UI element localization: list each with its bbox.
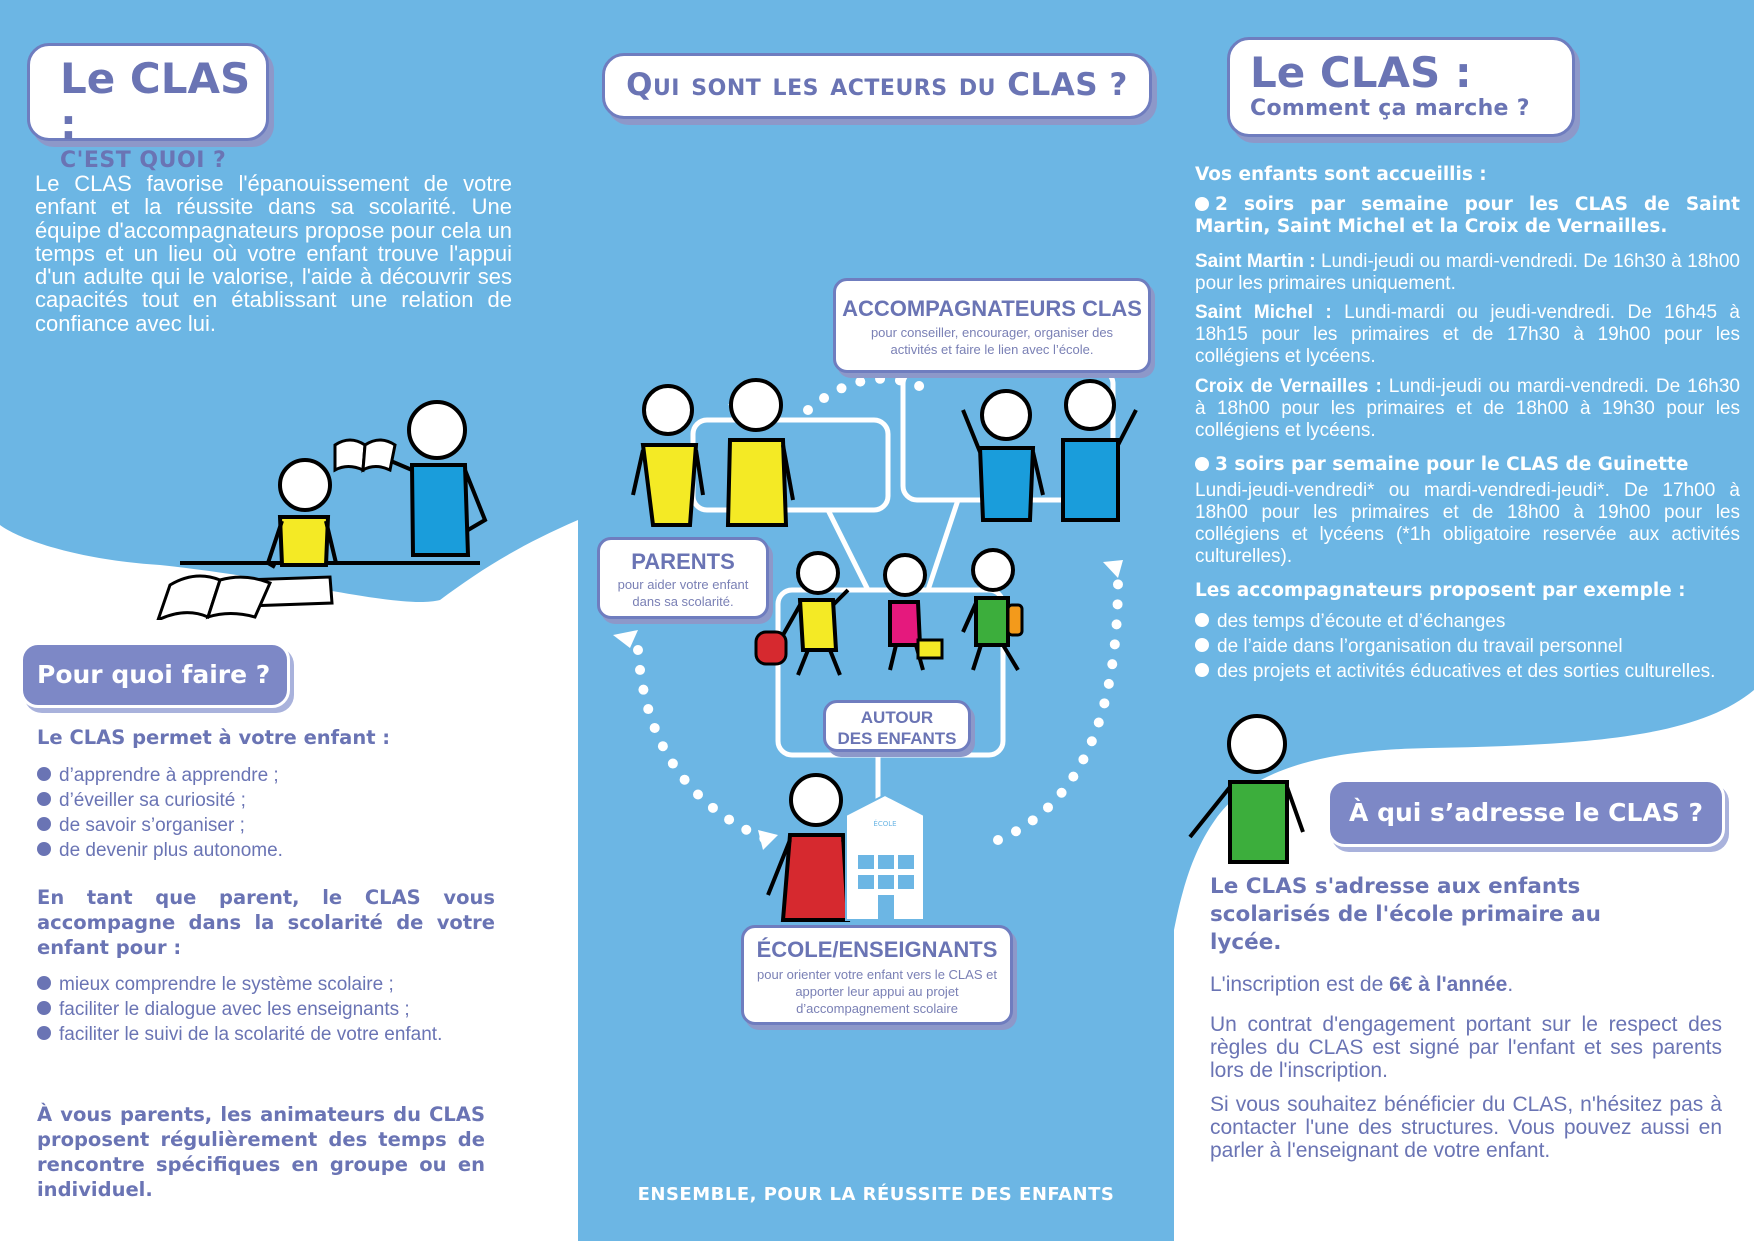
accomp-figure-2 bbox=[1063, 381, 1136, 520]
ecole-sub: pour orienter votre enfant vers le CLAS et apporter leur appui au projet d’accompagnement scolaire bbox=[757, 967, 997, 1016]
left-closing: À vous parents, les animateurs du CLAS proposent régulièrement des temps de rencontre spécifiques en groupe ou en individuel. bbox=[37, 1103, 485, 1201]
bullet-icon bbox=[37, 767, 51, 781]
child-figure-green bbox=[963, 550, 1022, 670]
accomp-sub: pour conseiller, encourager, organiser des activités et faire le lien avec l’école. bbox=[870, 325, 1114, 357]
bullet-icon bbox=[37, 976, 51, 990]
right-title-box bbox=[1227, 37, 1575, 137]
list-item bbox=[37, 972, 487, 997]
parent-list bbox=[37, 972, 487, 1047]
autour-line1: AUTOUR bbox=[860, 708, 934, 727]
st-martin-label: Saint Martin : bbox=[1195, 251, 1316, 272]
st-michel-text: Lundi-mardi ou jeudi-vendredi. De 16h45 à 18h15 pour les primaires et de 17h30 à 19h00 pour les collégiens et lycéens. bbox=[1195, 302, 1740, 367]
accomp-box bbox=[833, 278, 1151, 373]
list-item-text: faciliter le suivi de la scolarité de votre enfant. bbox=[59, 1024, 443, 1045]
parents-box bbox=[597, 537, 769, 619]
teacher-head bbox=[409, 402, 465, 458]
middle-title-box bbox=[602, 53, 1152, 119]
ecole-box bbox=[741, 925, 1013, 1025]
accueillis-heading: Vos enfants sont accueillis : bbox=[1195, 164, 1487, 185]
parent-heading: En tant que parent, le CLAS vous accompagne dans la scolarité de votre enfant pour : bbox=[37, 886, 495, 959]
right-title-sub: Comment ça marche ? bbox=[1250, 96, 1530, 121]
actors-diagram bbox=[578, 270, 1174, 970]
bullet-icon bbox=[37, 842, 51, 856]
accomp-title: ACCOMPAGNATEURS CLAS bbox=[842, 296, 1142, 321]
parents-title: PARENTS bbox=[631, 549, 735, 574]
list-item-text: d’apprendre à apprendre ; bbox=[59, 765, 279, 786]
bullet-icon bbox=[1195, 663, 1209, 677]
deux-soirs bbox=[1195, 194, 1740, 238]
autour-box bbox=[823, 700, 971, 752]
croix-text: Lundi-jeudi ou mardi-vendredi. De 16h30 à 18h00 pour les primaires et de 18h00 à 19h30 pour les collégiens et lycéens. bbox=[1195, 376, 1740, 441]
proposent-list bbox=[1195, 609, 1740, 684]
list-item bbox=[1195, 659, 1740, 684]
green-person-illustration bbox=[1185, 712, 1305, 892]
list-item bbox=[37, 1022, 487, 1047]
proposent-heading: Les accompagnateurs proposent par exemple : bbox=[1195, 580, 1686, 601]
aqui-title-box: À qui s’adresse le CLAS ? bbox=[1327, 779, 1725, 847]
list-item-text: des temps d’écoute et d’échanges bbox=[1217, 611, 1506, 632]
st-martin-text: Lundi-jeudi ou mardi-vendredi. De 16h30 à 18h00 pour les primaires uniquement. bbox=[1195, 251, 1740, 294]
list-item-text: d’éveiller sa curiosité ; bbox=[59, 790, 246, 811]
left-intro-text: Le CLAS favorise l'épanouissement de votre enfant et la réussite dans sa scolarité. Une équipe d'accompagnateurs propose pour cela un temps et un lieu où votre enfant trouve l'appui d'un adulte qui le valorise, l'aide à découvrir ses capacités tout en établissant une relation de confiance avec lui. bbox=[35, 171, 512, 336]
school-sign: ÉCOLE bbox=[873, 820, 897, 828]
student-head bbox=[280, 460, 330, 510]
autour-line2: DES ENFANTS bbox=[837, 729, 957, 748]
bullet-icon bbox=[37, 1001, 51, 1015]
deux-soirs-text: 2 soirs par semaine pour les CLAS de Saint Martin, Saint Michel et la Croix de Vernailles. bbox=[1195, 194, 1740, 237]
bullet-icon bbox=[1195, 197, 1209, 211]
student-body bbox=[280, 517, 328, 565]
left-title-main: Le CLAS : bbox=[60, 54, 251, 149]
left-title-sub: C'EST QUOI ? bbox=[60, 148, 227, 173]
parents-sub: pour aider votre enfant dans sa scolarité. bbox=[617, 577, 749, 609]
school-building-icon bbox=[846, 795, 924, 920]
middle-title: Qui sont les acteurs du CLAS ? bbox=[626, 67, 1128, 103]
bullet-icon bbox=[1195, 613, 1209, 627]
list-item-text: faciliter le dialogue avec les enseignants ; bbox=[59, 999, 410, 1020]
list-item bbox=[1195, 609, 1740, 634]
left-title-box bbox=[27, 43, 269, 173]
list-item bbox=[37, 997, 487, 1022]
inscription-line: L'inscription est de 6€ à l'année. bbox=[1210, 973, 1514, 996]
permet-list bbox=[37, 763, 517, 863]
bullet-icon bbox=[1195, 638, 1209, 652]
list-item-text: mieux comprendre le système scolaire ; bbox=[59, 974, 394, 995]
croix-label: Croix de Vernailles : bbox=[1195, 376, 1382, 397]
contrat-text: Un contrat d'engagement portant sur le respect des règles du CLAS est signé par l'enfant et ses parents lors de l'inscription. bbox=[1210, 1013, 1722, 1082]
held-book bbox=[335, 440, 365, 470]
middle-footer: ENSEMBLE, POUR LA RÉUSSITE DES ENFANTS bbox=[637, 1184, 1115, 1205]
croix-block bbox=[1195, 376, 1740, 442]
parent-figure-1 bbox=[633, 386, 703, 525]
guinette-text: Lundi-jeudi-vendredi* ou mardi-vendredi-jeudi*. De 17h00 à 18h00 pour les primaires et de 18h00 à 19h00 pour les collégiens et lycéens (*1h obligatoire reservée aux activités culturelles). bbox=[1195, 480, 1740, 567]
teacher-figure-red bbox=[768, 775, 858, 920]
aqui-heading: Le CLAS s'adresse aux enfants scolarisés de l'école primaire au lycée. bbox=[1210, 874, 1601, 955]
list-item bbox=[37, 788, 517, 813]
trois-soirs-text: 3 soirs par semaine pour le CLAS de Guinette bbox=[1215, 454, 1689, 475]
list-item-text: de devenir plus autonome. bbox=[59, 840, 283, 861]
st-martin-block bbox=[1195, 251, 1740, 295]
student-teacher-illustration bbox=[150, 395, 495, 620]
pourquoi-title-box: Pour quoi faire ? bbox=[20, 642, 290, 708]
trois-soirs bbox=[1195, 454, 1740, 476]
right-title-main: Le CLAS : bbox=[1250, 48, 1472, 97]
arrowhead-left bbox=[613, 630, 638, 648]
child-figure-yellow bbox=[756, 553, 848, 675]
list-item bbox=[37, 763, 517, 788]
inscription-price: 6€ à l'année bbox=[1389, 973, 1508, 996]
ecole-title: ÉCOLE/ENSEIGNANTS bbox=[756, 937, 998, 962]
bullet-icon bbox=[37, 1026, 51, 1040]
list-item-text: de l’aide dans l’organisation du travail personnel bbox=[1217, 636, 1623, 657]
bullet-icon bbox=[37, 817, 51, 831]
contact-text: Si vous souhaitez bénéficier du CLAS, n'hésitez pas à contacter l'une des structures. Vous pouvez aussi en parler à l'enseignant de votre enfant. bbox=[1210, 1093, 1722, 1162]
teacher-body bbox=[412, 465, 468, 555]
list-item-text: des projets et activités éducatives et des sorties culturelles. bbox=[1217, 661, 1716, 682]
bullet-icon bbox=[1195, 457, 1209, 471]
list-item bbox=[1195, 634, 1740, 659]
st-michel-block bbox=[1195, 302, 1740, 368]
dotted-arc-top bbox=[808, 379, 928, 410]
permet-heading: Le CLAS permet à votre enfant : bbox=[37, 726, 391, 749]
bullet-icon bbox=[37, 792, 51, 806]
parent-figure-2 bbox=[728, 380, 793, 525]
dotted-arc-left bbox=[638, 650, 768, 840]
list-item bbox=[37, 838, 517, 863]
st-michel-label: Saint Michel : bbox=[1195, 302, 1332, 323]
arrowhead-right bbox=[1103, 560, 1123, 578]
list-item-text: de savoir s’organiser ; bbox=[59, 815, 245, 836]
list-item bbox=[37, 813, 517, 838]
